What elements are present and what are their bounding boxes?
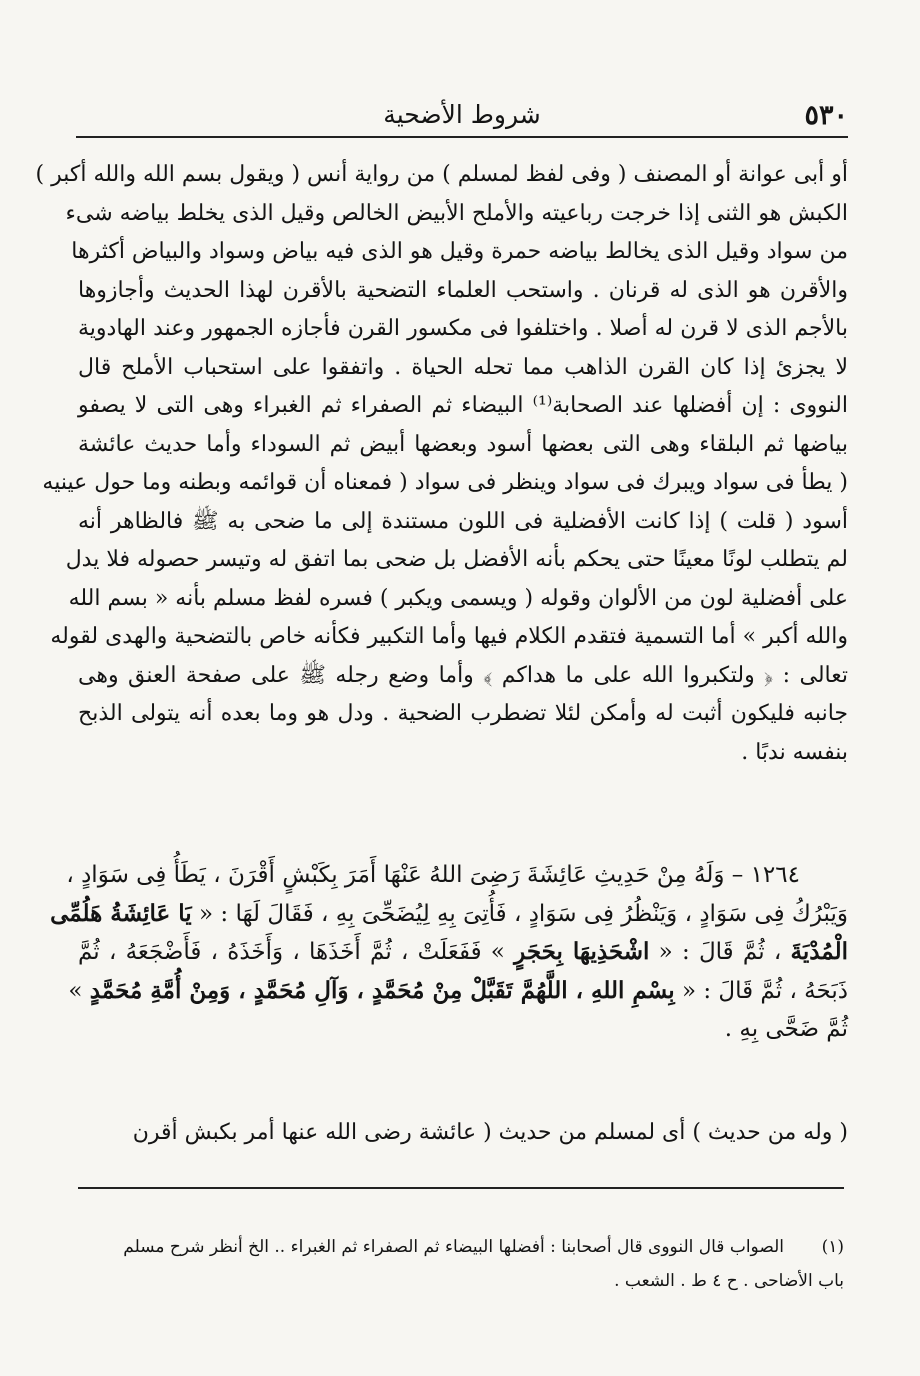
hadith-text: وَيَبْرُكُ فِى سَوَادٍ ، وَيَنْظُرُ فِى سَوَادٍ ، فَأُتِىَ بِهِ لِيُضَحِّىَ بِهِ ، فَقَالَ لَهَا : « [199,900,848,927]
hadith-line: ثُمَّ ضَحَّى بِهِ . [724,1016,848,1042]
text-line: أو أبى عوانة أو المصنف ( وفى لفظ لمسلم ) من رواية أنس ( ويقول بسم الله والله أكبر ) [35,162,848,187]
text-line: والأقرن هو الذى له قرنان . واستحب العلماء التضحية بالأقرن لهذا الحديث وأجازوها [78,277,848,303]
hadith-line [78,933,848,972]
text-line: ( وله من حديث ) أى لمسلم من حديث ( عائشة رضى الله عنها أمر بكبش أقرن [132,1120,848,1145]
text-line: لم يتطلب لونًا معينًا حتى يحكم بأنه الأفضل بل ضحى بما اتفق له وتيسر حصوله فلا يدل [65,547,848,572]
text-line: تعالى : ﴿ ولتكبروا الله على ما هداكم ﴾ وأما وضع رجله ﷺ على صفحة العنق وهى [78,662,848,688]
hadith-text: ، ثُمَّ قَالَ : « [658,939,782,965]
footnote-line [78,1230,844,1264]
footnote-text: الصواب قال النووى قال أصحابنا : أفضلها البيضاء ثم الصفراء ثم الغبراء .. الخ أنظر شرح مسلم [123,1237,784,1257]
page-title: شروط الأضحية [383,100,541,129]
text-line: والله أكبر » أما التسمية فتقدم الكلام فيها وأما التكبير فكأنه خاص بالتضحية والهدى لقوله [50,624,848,649]
text-line: النووى : إن أفضلها عند الصحابة⁽¹⁾ البيضاء ثم الصفراء ثم الغبراء وهى التى لا يصفو [78,393,849,418]
header-rule [76,136,848,138]
commentary-block [35,156,849,772]
text-line: جانبه فليكون أثبت له وأمكن لئلا تضطرب الضحية . ودل هو وما بعده أنه يتولى الذبح [78,701,848,726]
hadith-text: » [68,977,83,1004]
hadith-quote: بِسْمِ اللهِ ، اللَّهُمَّ تَقَبَّلْ مِنْ مُحَمَّدٍ ، وَآلِ مُحَمَّدٍ ، وَمِنْ أُمَّةِ مُحَمَّدٍ [89,976,675,1004]
hadith-line [66,856,848,895]
text-line: على أفضلية لون من الألوان وقوله ( ويسمى ويكبر ) فسره لفظ مسلم بأنه « بسم الله [68,585,848,611]
text-line: بالأجم الذى لا قرن له أصلا . واختلفوا فى مكسور القرن فأجازه الجمهور وعند الهادوية [78,316,848,341]
text-line: بياضها ثم البلقاء وهى التى بعضها أسود وبعضها أبيض ثم السوداء وأما حديث عائشة [78,431,848,457]
footnote-line: باب الأضاحى . ح ٤ ط . الشعب . [614,1271,844,1291]
hadith-quote: الْمُدْيَةَ [790,938,848,965]
text-line: أسود ( قلت ) إذا كانت الأفضلية فى اللون مستندة إلى ما ضحى به ﷺ فالظاهر أنه [78,508,848,534]
hadith-line [68,972,848,1011]
hadith-line [50,895,848,934]
text-line: من سواد وقيل الذى يخالط بياضه حمرة وقيل هو الذى فيه بياض وسواد والبياض أكثرها [71,239,848,264]
hadith-block [50,856,848,1049]
hadith-number: ١٢٦٤ [750,862,800,888]
hadith-quote: يَا عَائِشَةُ هَلُمِّى [50,899,192,927]
text-line: لا يجزئ إذا كان القرن الذاهب مما تحله الحياة . واتفقوا على استحباب الأملح قال [78,354,848,380]
text-line: ( يطأ فى سواد ويبرك فى سواد وينظر فى سواد ( فمعناه أن قوائمه وبطنه وما حول عينيه [42,470,848,495]
page-number: ٥٣٠ [804,100,848,131]
footnote-marker: (١) [821,1237,844,1257]
text-line: بنفسه ندبًا . [741,739,848,765]
text-line: الكبش هو الثنى إذا خرجت رباعيته والأملح الأبيض الخالص وقيل الذى يخلط بياضه شىء [65,200,848,226]
hadith-text: ذَبَحَهُ ، ثُمَّ قَالَ : « [681,977,848,1004]
footnote-rule [78,1187,844,1189]
running-header [76,94,848,138]
footnote [78,1230,844,1298]
hadith-text: » فَفَعَلَتْ ، ثُمَّ أَخَذَهَا ، وَأَخَذَهُ ، فَأَضْجَعَهُ ، ثُمَّ [78,939,505,965]
commentary-after-hadith [78,1114,848,1153]
hadith-quote: اشْحَذِيهَا بِحَجَرٍ [514,938,650,965]
hadith-text: – وَلَهُ مِنْ حَدِيثِ عَائِشَةَ رَضِىَ اللهُ عَنْهَا أَمَرَ بِكَبْشٍ أَقْرَنَ ، يَطَأُ فِى سَوَادٍ ، [66,862,744,888]
